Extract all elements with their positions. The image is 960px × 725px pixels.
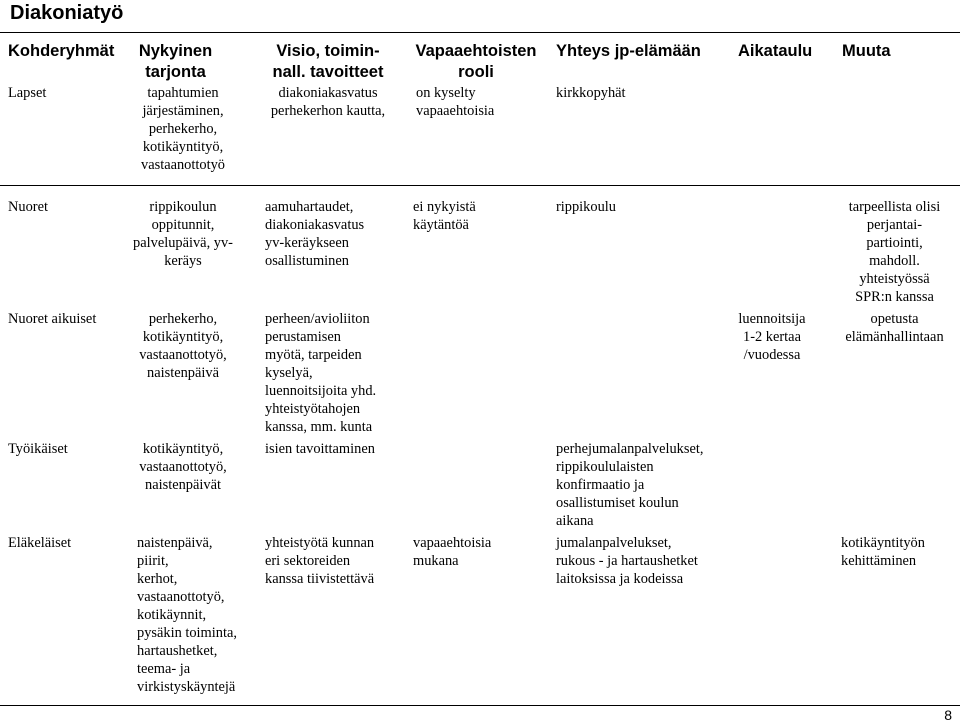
- row-lapset-volunteer: on kyselty vapaaehtoisia: [416, 85, 495, 119]
- row-nuoret-offer: rippikoulun oppitunnit, palvelupäivä, yv- keräys: [133, 199, 233, 269]
- header-yhteys: Yhteys jp-elämään: [556, 42, 701, 60]
- row-lapset-vision: diakoniakasvatus perhekerhon kautta,: [270, 85, 386, 119]
- row-elakelaiset-other: kotikäyntityön kehittäminen: [841, 535, 925, 569]
- row-tyoikaiset-connection: perhejumalanpalvelukset, rippikoululaisten konfirmaatio ja osallistumiset koulun aikana: [556, 441, 704, 529]
- row-elakelaiset-volunteer: vapaaehtoisia mukana: [413, 535, 492, 569]
- row-nuoret-aikuiset-other: opetusta elämänhallintaan: [845, 311, 944, 345]
- row-lapset-group: Lapset: [8, 85, 47, 101]
- page-number: 8: [944, 707, 952, 723]
- row-nuoret-other: tarpeellista olisi perjantai- partiointi, mahdoll. yhteistyössä SPR:n kanssa: [848, 199, 941, 305]
- row-nuoret-aikuiset-offer: perhekerho, kotikäyntityö, vastaanottotyö, naistenpäivä: [139, 311, 227, 381]
- row-tyoikaiset-offer: kotikäyntityö, vastaanottotyö, naistenpäivät: [139, 441, 227, 493]
- table-top-border: [0, 32, 960, 33]
- header-kohderyhmat: Kohderyhmät: [8, 42, 115, 60]
- row-nuoret-aikuiset-group: Nuoret aikuiset: [8, 311, 97, 327]
- row-elakelaiset-connection: jumalanpalvelukset, rukous - ja hartaushetket laitoksissa ja kodeissa: [556, 535, 698, 587]
- row-elakelaiset-vision: yhteistyötä kunnan eri sektoreiden kanssa tiivistettävä: [265, 535, 375, 587]
- header-vapaaehtoisten-rooli: Vapaaehtoisten rooli: [415, 42, 537, 81]
- row-lapset-connection: kirkkopyhät: [556, 85, 626, 101]
- row-elakelaiset-group: Eläkeläiset: [8, 535, 72, 551]
- header-muuta: Muuta: [842, 42, 891, 60]
- header-nykyinen-tarjonta: Nykyinen tarjonta: [138, 42, 213, 81]
- row-nuoret-aikuiset-vision: perheen/avioliiton perustamisen myötä, tarpeiden kyselyä, luennoitsijoita yhd. yhteistyötahojen kanssa, mm. kunta: [265, 311, 377, 435]
- row-tyoikaiset-group: Työikäiset: [8, 441, 68, 457]
- header-visio: Visio, toimin- nall. tavoitteet: [272, 42, 384, 81]
- header-aikataulu: Aikataulu: [738, 42, 813, 60]
- row-nuoret-connection: rippikoulu: [556, 199, 616, 215]
- row-tyoikaiset-vision: isien tavoittaminen: [265, 441, 375, 457]
- table-bottom-border: [0, 705, 960, 706]
- row-nuoret-volunteer: ei nykyistä käytäntöä: [413, 199, 476, 233]
- row-nuoret-group: Nuoret: [8, 199, 48, 215]
- row-nuoret-vision: aamuhartaudet, diakoniakasvatus yv-keräykseen osallistuminen: [265, 199, 365, 269]
- row-nuoret-aikuiset-schedule: luennoitsija 1-2 kertaa /vuodessa: [738, 311, 806, 363]
- document-title: Diakoniatyö: [10, 2, 124, 24]
- row-elakelaiset-offer: naistenpäivä, piirit, kerhot, vastaanottotyö, kotikäynnit, pysäkin toiminta, hartaushetket, teema- ja virkistyskäyntejä: [137, 535, 237, 695]
- row-divider: [0, 185, 960, 186]
- row-lapset-offer: tapahtumien järjestäminen, perhekerho, kotikäyntityö, vastaanottotyö: [141, 85, 225, 173]
